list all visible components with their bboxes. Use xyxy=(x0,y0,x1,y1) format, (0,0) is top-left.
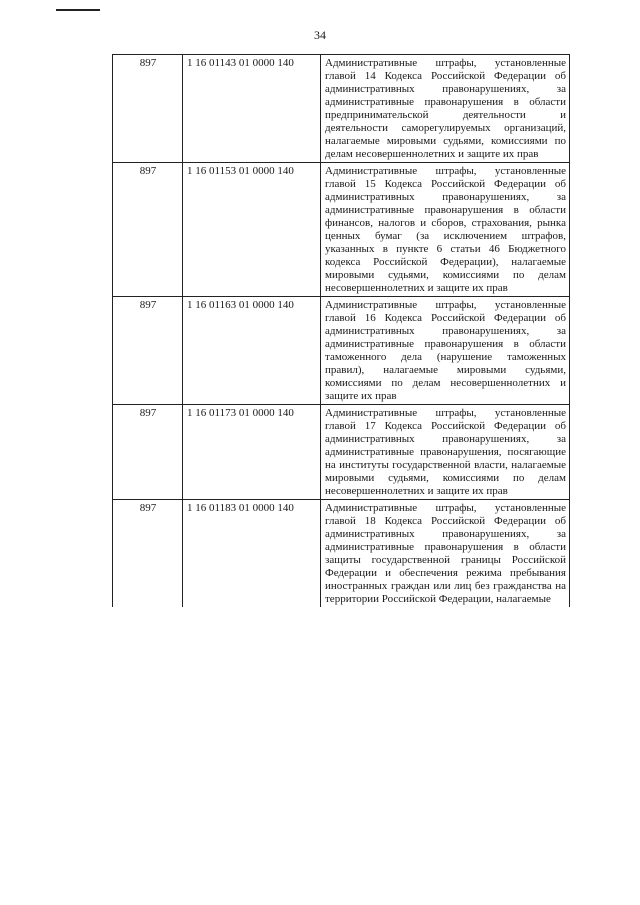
description-cell: Административные штрафы, установленные главой 18 Кодекса Российской Федерации об административных правонарушениях, за административные правонарушения в области защиты государственной границы Российской Федерации и обеспечения режима пребывания иностранных граждан или лиц без гражданства на территории Российской Федерации, налагаемые xyxy=(321,500,570,608)
budget-code-table xyxy=(112,54,570,607)
admin-code-cell: 897 xyxy=(113,297,183,405)
admin-code-cell: 897 xyxy=(113,405,183,500)
admin-code-cell: 897 xyxy=(113,500,183,608)
description-cell: Административные штрафы, установленные главой 17 Кодекса Российской Федерации об административных правонарушениях, за административные правонарушения, посягающие на институты государственной власти, налагаемые мировыми судьями, комиссиями по делам несовершеннолетних и защите их прав xyxy=(321,405,570,500)
description-cell: Административные штрафы, установленные главой 16 Кодекса Российской Федерации об административных правонарушениях, за административные правонарушения в области таможенного дела (нарушение таможенных правил), налагаемые мировыми судьями, комиссиями по делам несовершеннолетних и защите их прав xyxy=(321,297,570,405)
table-row xyxy=(113,163,570,297)
kbk-code-cell: 1 16 01173 01 0000 140 xyxy=(183,405,321,500)
table-row xyxy=(113,500,570,608)
description-cell: Административные штрафы, установленные главой 14 Кодекса Российской Федерации об административных правонарушениях, за административные правонарушения в области предпринимательской деятельности и деятельности саморегулируемых организаций, налагаемые мировыми судьями, комиссиями по делам несовершеннолетних и защите их прав xyxy=(321,55,570,163)
kbk-code-cell: 1 16 01163 01 0000 140 xyxy=(183,297,321,405)
admin-code-cell: 897 xyxy=(113,163,183,297)
table-row xyxy=(113,405,570,500)
page-number: 34 xyxy=(314,28,326,42)
description-cell: Административные штрафы, установленные главой 15 Кодекса Российской Федерации об административных правонарушениях, за административные правонарушения в области финансов, налогов и сборов, страхования, рынка ценных бумаг (за исключением штрафов, указанных в пункте 6 статьи 46 Бюджетного кодекса Российской Федерации), налагаемые мировыми судьями, комиссиями по делам несовершеннолетних и защите их прав xyxy=(321,163,570,297)
table-row xyxy=(113,297,570,405)
kbk-code-cell: 1 16 01183 01 0000 140 xyxy=(183,500,321,608)
header-rule xyxy=(56,9,100,11)
kbk-code-cell: 1 16 01143 01 0000 140 xyxy=(183,55,321,163)
admin-code-cell: 897 xyxy=(113,55,183,163)
kbk-code-cell: 1 16 01153 01 0000 140 xyxy=(183,163,321,297)
table-row xyxy=(113,55,570,163)
